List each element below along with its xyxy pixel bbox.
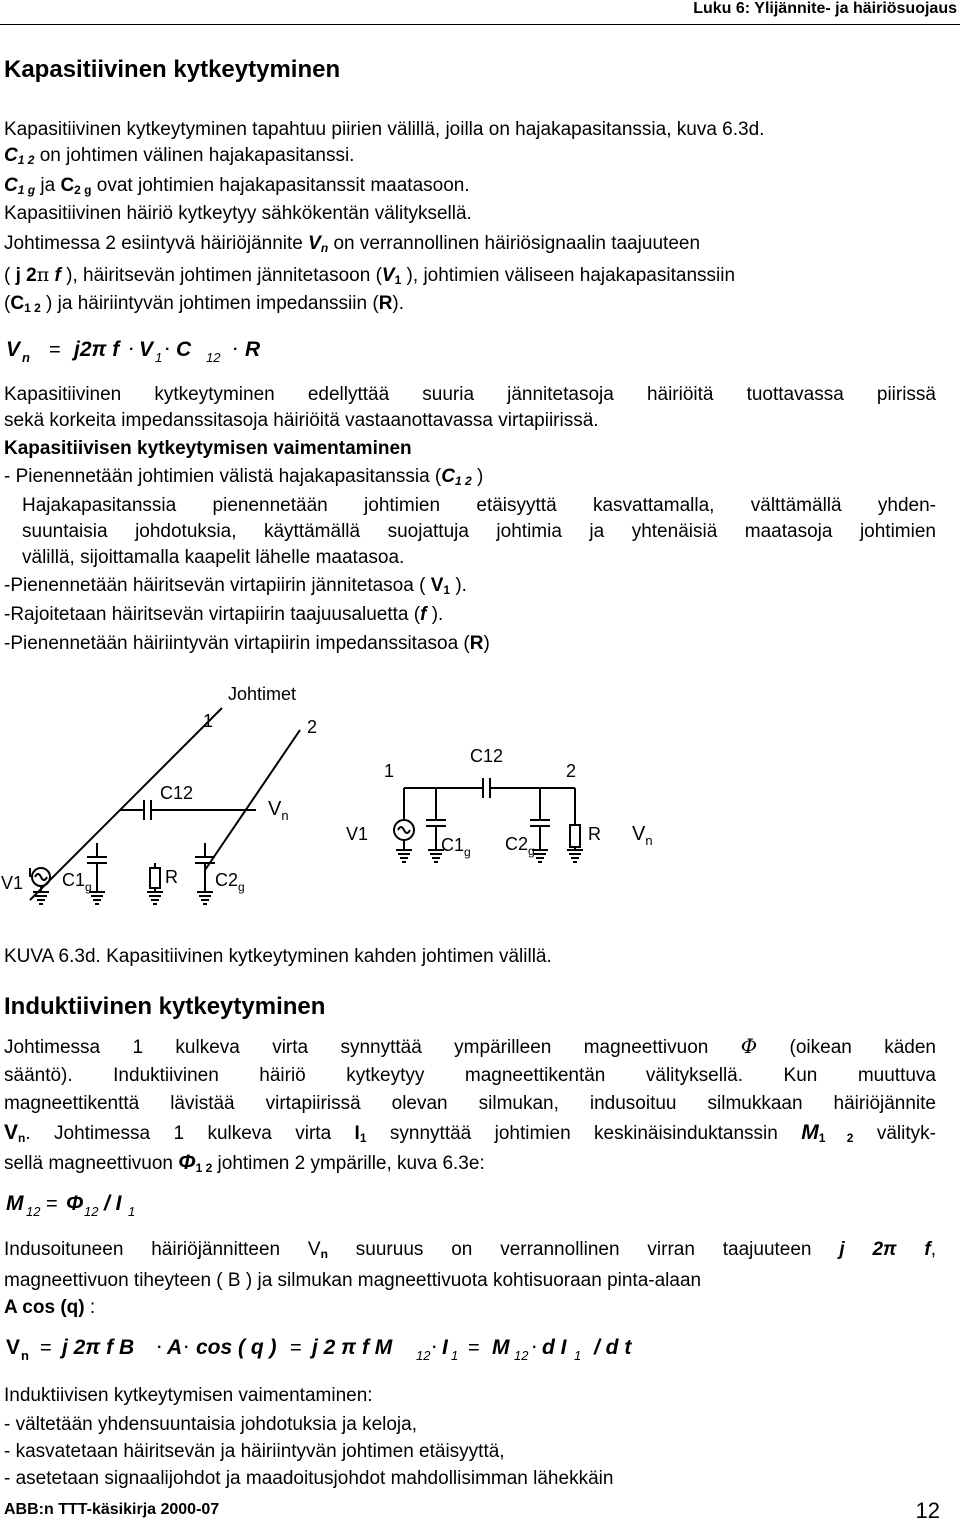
conductor-1-line xyxy=(30,708,222,900)
c1g-label: $C1_g$ xyxy=(62,870,92,894)
v1-label: V1 xyxy=(1,873,24,893)
paragraph-line: magneettikenttä lävistää virtapiirissä olevan silmukan, indusoituu silmukkaan häiriöjännite xyxy=(4,1093,936,1114)
svg-text:=: = xyxy=(290,1337,302,1359)
paragraph-line: Kapasitiivinen kytkeytyminen tapahtuu piirien välillä, joilla on hajakapasitanssia, kuva 6.3d. xyxy=(4,119,765,140)
svg-text:V: V xyxy=(6,1336,21,1359)
subsection-title: Kapasitiivisen kytkeytymisen vaimentaminen xyxy=(4,438,412,459)
svg-text:n: n xyxy=(21,1348,29,1363)
conductors-label: Johtimet xyxy=(228,684,297,704)
svg-text:1: 1 xyxy=(451,1348,459,1363)
svg-text:A: A xyxy=(167,1336,183,1359)
c1g-label-right: $C1_g$ xyxy=(441,835,471,859)
paragraph-line: suuntaisia johdotuksia, käyttämällä suojattuja johtimia ja yhtenäisiä maatasoja johtimien xyxy=(22,521,936,542)
footer-source: ABB:n TTT-käsikirja 2000-07 xyxy=(4,1501,220,1518)
paragraph-line: Kapasitiivinen kytkeytyminen edellyttää suuria jännitetasoja häiriöitä tuottavassa piirissä xyxy=(4,384,936,405)
list-item: - vältetään yhdensuuntaisia johdotuksia ja keloja, xyxy=(4,1414,417,1435)
subsection-title: Induktiivisen kytkeytymisen vaimentaminen: xyxy=(4,1385,373,1406)
svg-text:M: M xyxy=(6,1192,24,1215)
svg-text:12: 12 xyxy=(416,1348,431,1363)
svg-text:12: 12 xyxy=(26,1204,41,1219)
svg-text:·: · xyxy=(532,1339,538,1356)
list-item: - Pienennetään johtimien välistä hajakapasitanssia ($C_{1 2}$ ) xyxy=(4,466,484,488)
vn-label: $V_n$ xyxy=(268,798,289,823)
page-number: 12 xyxy=(915,1498,940,1523)
paragraph-line: sellä magneettivuon $\Phi_{1 2}$ johtimen 2 ympärille, kuva 6.3e: xyxy=(4,1151,485,1175)
svg-text:=: = xyxy=(46,1193,58,1215)
conductor-1-label: 1 xyxy=(203,711,214,731)
svg-text:d I: d I xyxy=(542,1336,567,1359)
svg-text:1: 1 xyxy=(155,350,163,365)
svg-text:·: · xyxy=(157,1339,163,1356)
c2g-label-right: $C2_g$ xyxy=(505,834,535,858)
svg-text:j 2 π f M: j 2 π f M xyxy=(312,1336,393,1359)
paragraph-line: $V_n$. Johtimessa 1 kulkeva virta $I_1$ synnyttää johtimien keskinäisinduktanssin $M_{1 2}$ välityk- xyxy=(4,1121,936,1145)
svg-text:12: 12 xyxy=(206,350,221,365)
header-rule xyxy=(0,24,960,25)
conductor-2-label: 2 xyxy=(307,717,318,737)
conductor-2-line xyxy=(205,730,300,870)
list-item: - kasvatetaan häiritsevän ja häiriintyvän johtimen etäisyyttä, xyxy=(4,1441,505,1462)
svg-text:12: 12 xyxy=(514,1348,529,1363)
paragraph-line: magneettivuon tiheyteen ( B ) ja silmukan magneettivuota kohtisuoraan pinta-alaan xyxy=(4,1270,702,1291)
paragraph-line: Hajakapasitanssia pienennetään johtimien etäisyyttä kasvattamalla, välttämällä yhden- xyxy=(22,495,936,516)
c2g-label: $C2_g$ xyxy=(215,870,245,894)
svg-text:R: R xyxy=(245,338,261,361)
paragraph-line: sekä korkeita impedanssitasoja häiriöitä vastaanottavassa virtapiirissä. xyxy=(4,410,599,431)
conductor-2-label-right: 2 xyxy=(566,761,577,781)
svg-text:12: 12 xyxy=(84,1204,99,1219)
svg-text:j2π f: j2π f xyxy=(74,338,120,361)
paragraph-line: Johtimessa 2 esiintyvä häiriöjännite $V_n$ on verrannollinen häiriösignaalin taajuuteen xyxy=(4,233,701,255)
section-title-capacitive: Kapasitiivinen kytkeytyminen xyxy=(4,56,341,83)
section-title-inductive: Induktiivinen kytkeytyminen xyxy=(4,993,326,1020)
svg-text:j 2π f B: j 2π f B xyxy=(62,1336,135,1359)
paragraph-line: $C_{1 g}$ ja $C_{2 g}$ ovat johtimien hajakapasitanssit maatasoon. xyxy=(4,175,470,197)
svg-text:=: = xyxy=(40,1337,52,1359)
figure-capacitive-coupling xyxy=(0,670,960,920)
svg-text:·: · xyxy=(432,1339,438,1356)
svg-text:/ d t: / d t xyxy=(594,1336,632,1359)
svg-text:·: · xyxy=(184,1339,190,1356)
r-label: R xyxy=(165,867,178,887)
svg-text:1: 1 xyxy=(574,1348,582,1363)
paragraph-line: A cos (q) : xyxy=(4,1297,96,1318)
svg-text:/ I: / I xyxy=(104,1192,122,1215)
svg-text:V: V xyxy=(6,338,21,361)
vn-label-right: $V_n$ xyxy=(632,823,653,848)
r-label-right: R xyxy=(588,824,601,844)
svg-text:1: 1 xyxy=(128,1204,136,1219)
equation-m12 xyxy=(4,1186,204,1226)
equation-vn-capacitive-svg xyxy=(4,334,304,368)
equation-vn-capacitive xyxy=(4,334,304,374)
list-item: -Pienennetään häiriintyvän virtapiirin impedanssitasoa (R) xyxy=(4,633,490,654)
svg-text:cos ( q ): cos ( q ) xyxy=(196,1336,277,1359)
svg-text:M: M xyxy=(492,1336,510,1359)
paragraph-line: $C_{1 2}$ on johtimen välinen hajakapasitanssi. xyxy=(4,145,355,167)
svg-text:n: n xyxy=(22,350,30,365)
paragraph-line: Johtimessa 1 kulkeva virta synnyttää ympärilleen magneettivuon Φ (oikean käden xyxy=(4,1034,936,1058)
svg-text:=: = xyxy=(49,339,61,361)
svg-text:=: = xyxy=(468,1337,480,1359)
chapter-header: Luku 6: Ylijännite- ja häiriösuojaus xyxy=(693,0,957,17)
list-item: -Rajoitetaan häiritsevän virtapiirin taajuusaluetta (f ). xyxy=(4,604,444,625)
paragraph-line: ($C_{1 2}$ ) ja häiriintyvän johtimen impedanssiin (R). xyxy=(4,293,405,315)
svg-text:·: · xyxy=(165,341,171,358)
svg-text:Φ: Φ xyxy=(66,1192,84,1215)
svg-text:·: · xyxy=(129,341,135,358)
paragraph-line: Indusoituneen häiriöjännitteen $V_n$ suuruus on verrannollinen virran taajuuteen j 2π f, xyxy=(4,1239,937,1261)
list-item: -Pienennetään häiritsevän virtapiirin jännitetasoa ( $V_1$ ). xyxy=(4,575,467,597)
equation-m12-svg xyxy=(4,1186,204,1220)
equation-vn-inductive-svg xyxy=(4,1330,704,1366)
paragraph-line: välillä, sijoittamalla kaapelit lähelle maatasoa. xyxy=(22,547,405,568)
svg-text:·: · xyxy=(233,341,239,358)
paragraph-line: ( j 2π f ), häiritsevän johtimen jännitetasoon ($V_1$ ), johtimien väliseen hajakapasitanssiin xyxy=(4,264,736,287)
list-item: - asetetaan signaalijohdot ja maadoitusjohdot mahdollisimman lähekkäin xyxy=(4,1468,614,1489)
c12-label: C12 xyxy=(160,783,194,803)
svg-text:C: C xyxy=(176,338,192,361)
paragraph-line: sääntö). Induktiivinen häiriö kytkeytyy magneettikentän välityksellä. Kun muuttuva xyxy=(4,1065,936,1086)
v1-label-right: V1 xyxy=(346,824,369,844)
figure-caption: KUVA 6.3d. Kapasitiivinen kytkeytyminen kahden johtimen välillä. xyxy=(4,946,552,967)
equation-vn-inductive xyxy=(4,1330,704,1372)
svg-text:V: V xyxy=(139,338,154,361)
c12-label-right: C12 xyxy=(470,746,504,766)
conductor-1-label-right: 1 xyxy=(384,761,395,781)
paragraph-line: Kapasitiivinen häiriö kytkeytyy sähkökentän välityksellä. xyxy=(4,203,472,224)
svg-text:I: I xyxy=(442,1336,448,1359)
